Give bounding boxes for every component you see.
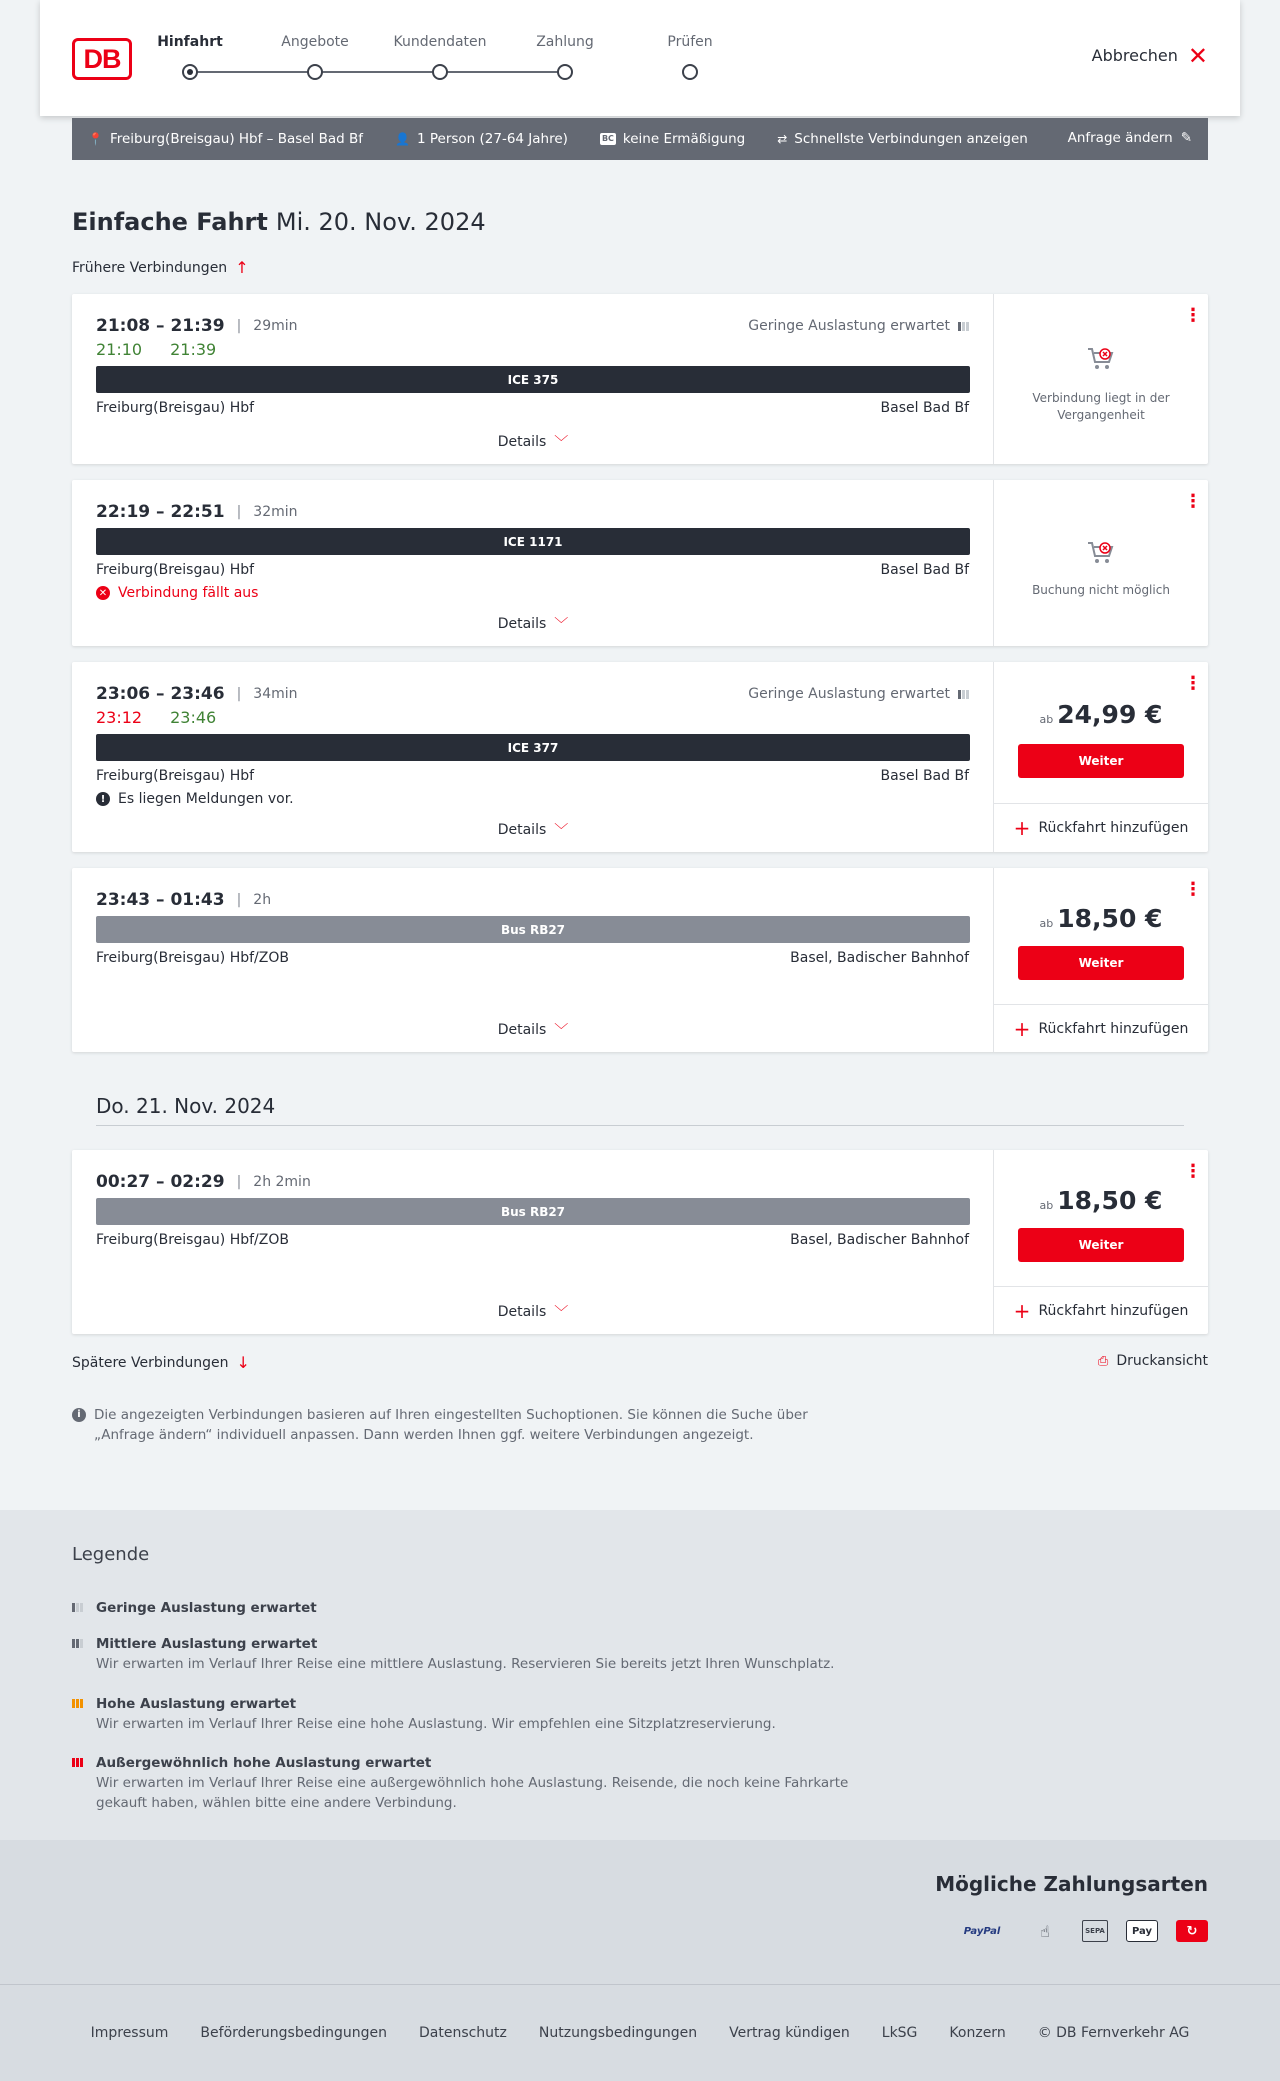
fastest-info <box>777 131 1028 147</box>
connection-card[interactable] <box>72 1150 1208 1334</box>
add-return-button[interactable] <box>994 803 1208 852</box>
legend-item-title: Außergewöhnlich hohe Auslastung erwartet <box>96 1755 432 1771</box>
edit-request-button[interactable] <box>1068 130 1192 146</box>
price <box>994 1186 1208 1215</box>
arrival-station: Basel Bad Bf <box>880 400 969 416</box>
continue-button[interactable]: Weiter <box>1018 1228 1184 1262</box>
progress-line <box>190 71 570 73</box>
footer-link-lksg[interactable]: LkSG <box>881 2025 918 2041</box>
step-zahlung: Zahlung <box>536 34 594 50</box>
legend-item <box>72 1694 892 1734</box>
passenger-text: 1 Person (27-64 Jahre) <box>416 131 568 147</box>
continue-button[interactable]: Weiter <box>1018 946 1184 980</box>
booking-status: Buchung nicht möglich <box>1032 583 1170 597</box>
connection-card[interactable] <box>72 294 1208 464</box>
legend-item <box>72 1598 892 1618</box>
footer-link-nutzungsbedingungen[interactable]: Nutzungsbedingungen <box>538 2025 698 2041</box>
realtime-times <box>96 340 216 359</box>
duration: 34min <box>253 686 298 702</box>
occupancy-low-icon <box>958 690 969 699</box>
route-info <box>88 131 363 147</box>
connection-info <box>72 662 994 852</box>
connection-card[interactable] <box>72 662 1208 852</box>
duration: 29min <box>253 318 298 334</box>
booking-panel <box>994 480 1208 646</box>
realtime-departure: 21:10 <box>96 340 143 359</box>
booking-panel <box>994 662 1208 852</box>
connection-times: 21:08 – 21:39 | 29min <box>96 316 298 336</box>
step-kundendaten: Kundendaten <box>393 34 487 50</box>
occupancy-low-icon <box>958 322 969 331</box>
bahncard-icon: BC <box>601 134 614 143</box>
paypal-icon <box>952 1920 1012 1942</box>
price-prefix: ab <box>1039 1199 1054 1212</box>
card-payment-icon: ☝ <box>1040 1921 1050 1941</box>
step-dot-kundendaten <box>432 64 448 80</box>
error-icon: ✕ <box>96 586 110 600</box>
chevron-down-icon: ﹀ <box>554 823 569 839</box>
footer-link-datenschutz[interactable]: Datenschutz <box>418 2025 507 2041</box>
legend-item <box>72 1753 892 1813</box>
connection-info <box>72 868 994 1052</box>
discount-text: keine Ermäßigung <box>622 131 746 147</box>
realtime-departure: 23:12 <box>96 708 143 727</box>
train-bar[interactable]: ICE 375 <box>96 366 970 393</box>
legend-item-text: Wir erwarten im Verlauf Ihrer Reise eine hohe Auslastung. Wir empfehlen eine Sitzplatzreservierung. <box>96 1716 776 1732</box>
earlier-connections-link[interactable] <box>72 258 249 277</box>
price-prefix: ab <box>1039 917 1054 930</box>
footer-link-impressum[interactable]: Impressum <box>90 2025 169 2041</box>
departure-station: Freiburg(Breisgau) Hbf <box>96 400 255 416</box>
apple-pay-label: Pay <box>1131 1925 1153 1937</box>
details-toggle[interactable] <box>72 614 994 634</box>
details-label: Details <box>497 822 547 838</box>
later-connections-link[interactable] <box>72 1353 250 1372</box>
details-toggle[interactable] <box>72 820 994 840</box>
details-label: Details <box>497 434 547 450</box>
planned-times: 23:43 – 01:43 <box>96 890 225 910</box>
arrival-station: Basel, Badischer Bahnhof <box>790 1232 969 1248</box>
footer-link-konzern[interactable]: Konzern <box>949 2025 1006 2041</box>
legend-title: Legende <box>72 1544 150 1565</box>
step-hinfahrt: Hinfahrt <box>157 34 223 50</box>
add-return-button[interactable] <box>994 1004 1208 1052</box>
cart-unavailable-icon <box>1086 540 1116 566</box>
occupancy-text: Geringe Auslastung erwartet <box>748 686 950 702</box>
db-bonus-icon: ↻ <box>1176 1920 1208 1942</box>
realtime-arrival: 23:46 <box>170 708 217 727</box>
legend-item-text: Wir erwarten im Verlauf Ihrer Reise eine mittlere Auslastung. Reservieren Sie bereits jetzt Ihren Wunschplatz. <box>96 1656 835 1672</box>
occupancy-info <box>748 318 969 334</box>
info-icon: i <box>72 1408 86 1422</box>
occupancy-info <box>748 686 969 702</box>
progress-steps <box>157 34 713 84</box>
connection-times: 22:19 – 22:51 | 32min <box>96 502 298 522</box>
price <box>994 904 1208 933</box>
details-toggle[interactable] <box>72 1302 994 1322</box>
search-summary-bar <box>72 118 1208 160</box>
connection-times: 23:06 – 23:46 | 34min <box>96 684 298 704</box>
cancel-label: Abbrechen <box>1091 46 1178 65</box>
arrival-station: Basel, Badischer Bahnhof <box>790 950 969 966</box>
price-value: 18,50 € <box>1057 1186 1163 1215</box>
departure-station: Freiburg(Breisgau) Hbf <box>96 562 255 578</box>
plus-icon: + <box>1013 1298 1031 1323</box>
printer-icon: ⎙ <box>1097 1353 1109 1369</box>
step-pruefen: Prüfen <box>667 34 713 50</box>
departure-station: Freiburg(Breisgau) Hbf <box>96 768 255 784</box>
train-bar[interactable]: ICE 1171 <box>96 528 970 555</box>
print-view-link[interactable] <box>1098 1353 1208 1369</box>
close-icon: ✕ <box>1187 41 1208 70</box>
departure-station: Freiburg(Breisgau) Hbf/ZOB <box>96 1232 289 1248</box>
footer-link-vertrag-kuendigen[interactable]: Vertrag kündigen <box>729 2025 850 2041</box>
chevron-down-icon: ﹀ <box>554 435 569 451</box>
sepa-label: SEPA <box>1085 1927 1105 1935</box>
occupancy-medium-icon <box>72 1639 83 1648</box>
add-return-label: Rückfahrt hinzufügen <box>1038 1020 1189 1037</box>
booking-panel <box>994 294 1208 464</box>
arrow-up-icon: ↑ <box>235 258 249 277</box>
booking-panel <box>994 868 1208 1052</box>
footer-copyright: © DB Fernverkehr AG <box>1037 2025 1190 2041</box>
occupancy-low-icon <box>72 1603 83 1612</box>
db-logo[interactable]: DB <box>72 38 132 80</box>
details-label: Details <box>497 616 547 632</box>
legend-item-text: Wir erwarten im Verlauf Ihrer Reise eine außergewöhnlich hohe Auslastung. Reisende, die noch keine Fahrkarte gekauft haben, wählen bitte eine andere Verbindung. <box>96 1775 849 1811</box>
notice-text: Es liegen Meldungen vor. <box>118 791 294 807</box>
connection-card[interactable] <box>72 868 1208 1052</box>
chevron-down-icon: ﹀ <box>554 617 569 633</box>
booking-panel <box>994 1150 1208 1334</box>
arrow-down-icon: ↓ <box>236 1353 250 1372</box>
payment-methods-section <box>0 1840 1280 1984</box>
step-angebote: Angebote <box>281 34 349 50</box>
occupancy-text: Geringe Auslastung erwartet <box>748 318 950 334</box>
trip-type: Einfache Fahrt <box>72 208 268 236</box>
location-pin-icon: 📍 <box>88 132 103 146</box>
add-return-button[interactable] <box>994 1286 1208 1334</box>
legend-item-title: Mittlere Auslastung erwartet <box>96 1636 318 1652</box>
step-dot-pruefen <box>682 64 698 80</box>
sepa-icon <box>1082 1920 1108 1942</box>
header <box>40 0 1240 116</box>
search-info-note <box>72 1405 852 1445</box>
swap-arrows-icon: ⇄ <box>777 132 788 146</box>
step-dot-hinfahrt <box>182 64 198 80</box>
route-text: Freiburg(Breisgau) Hbf – Basel Bad Bf <box>109 131 364 147</box>
connection-info <box>72 294 994 464</box>
details-toggle[interactable] <box>72 1020 994 1040</box>
footer-link-befoerderungsbedingungen[interactable]: Beförderungsbedingungen <box>200 2025 387 2041</box>
day-separator: Do. 21. Nov. 2024 <box>96 1094 1184 1126</box>
later-connections-label: Spätere Verbindungen <box>72 1354 229 1371</box>
more-options-icon[interactable]: ⋮ <box>1184 1161 1202 1182</box>
cancellation-message <box>96 585 258 601</box>
connection-times: 23:43 – 01:43 | 2h <box>96 890 272 910</box>
cart-unavailable-icon <box>1086 346 1116 372</box>
plus-icon: + <box>1013 816 1031 840</box>
realtime-arrival: 21:39 <box>170 340 217 359</box>
warning-icon: ! <box>96 792 110 806</box>
legend-item-title: Geringe Auslastung erwartet <box>96 1600 317 1616</box>
legend-item <box>72 1634 892 1674</box>
passenger-info <box>395 131 568 147</box>
booking-status: Verbindung liegt in der Vergangenheit <box>1032 391 1170 422</box>
arrival-station: Basel Bad Bf <box>880 562 969 578</box>
legend-section <box>0 1510 1280 1840</box>
more-options-icon[interactable]: ⋮ <box>1184 305 1202 326</box>
connection-card[interactable] <box>72 480 1208 646</box>
more-options-icon[interactable]: ⋮ <box>1184 491 1202 512</box>
connection-times: 00:27 – 02:29 | 2h 2min <box>96 1172 311 1192</box>
price-value: 24,99 € <box>1057 700 1163 729</box>
more-options-icon[interactable]: ⋮ <box>1184 879 1202 900</box>
pencil-icon: ✎ <box>1180 130 1192 146</box>
cancellation-text: Verbindung fällt aus <box>118 585 259 601</box>
add-return-label: Rückfahrt hinzufügen <box>1038 1302 1189 1319</box>
arrival-station: Basel Bad Bf <box>880 768 969 784</box>
trip-date: Mi. 20. Nov. 2024 <box>275 208 486 236</box>
step-dot-angebote <box>307 64 323 80</box>
connection-info <box>72 1150 994 1334</box>
planned-times: 21:08 – 21:39 <box>96 316 225 336</box>
price-prefix: ab <box>1039 713 1054 726</box>
planned-times: 00:27 – 02:29 <box>96 1172 225 1192</box>
print-view-label: Druckansicht <box>1116 1353 1208 1369</box>
details-label: Details <box>497 1022 547 1038</box>
departure-station: Freiburg(Breisgau) Hbf/ZOB <box>96 950 289 966</box>
footer <box>0 1984 1280 2081</box>
add-return-label: Rückfahrt hinzufügen <box>1038 820 1189 836</box>
chevron-down-icon: ﹀ <box>554 1023 569 1039</box>
price-value: 18,50 € <box>1057 904 1163 933</box>
cancel-button[interactable] <box>1091 41 1208 70</box>
duration: 2h 2min <box>253 1174 311 1190</box>
occupancy-high-icon <box>72 1699 83 1708</box>
person-icon: 👤 <box>395 132 410 146</box>
paypal-label: PayPal <box>963 1925 1001 1937</box>
info-text: Die angezeigten Verbindungen basieren auf Ihren eingestellten Suchoptionen. Sie können die Suche über „Anfrage ändern“ individuell anpassen. Dann werden Ihnen ggf. weitere Verbindungen angezeigt. <box>94 1407 808 1443</box>
train-bar[interactable]: ICE 377 <box>96 734 970 761</box>
chevron-down-icon: ﹀ <box>554 1305 569 1321</box>
step-dot-zahlung <box>557 64 573 80</box>
realtime-times <box>96 708 216 727</box>
price <box>994 700 1208 729</box>
bus-bar[interactable]: Bus RB27 <box>96 916 970 943</box>
duration: 2h <box>253 892 272 908</box>
discount-info <box>600 131 745 147</box>
details-label: Details <box>497 1304 547 1320</box>
connection-info <box>72 480 994 646</box>
bus-bar[interactable]: Bus RB27 <box>96 1198 970 1225</box>
legend-item-title: Hohe Auslastung erwartet <box>96 1696 297 1712</box>
occupancy-very-high-icon <box>72 1758 83 1767</box>
plus-icon: + <box>1013 1016 1031 1041</box>
notice-message <box>96 791 294 807</box>
planned-times: 23:06 – 23:46 <box>96 684 225 704</box>
edit-request-label: Anfrage ändern <box>1067 130 1173 146</box>
continue-button[interactable]: Weiter <box>1018 744 1184 778</box>
fastest-text: Schnellste Verbindungen anzeigen <box>794 131 1028 147</box>
duration: 32min <box>253 504 298 520</box>
apple-pay-icon <box>1126 1920 1158 1942</box>
payment-title: Mögliche Zahlungsarten <box>935 1872 1208 1896</box>
page-title <box>72 208 486 236</box>
planned-times: 22:19 – 22:51 <box>96 502 225 522</box>
earlier-connections-label: Frühere Verbindungen <box>72 259 228 276</box>
more-options-icon[interactable]: ⋮ <box>1184 673 1202 694</box>
details-toggle[interactable] <box>72 432 994 452</box>
